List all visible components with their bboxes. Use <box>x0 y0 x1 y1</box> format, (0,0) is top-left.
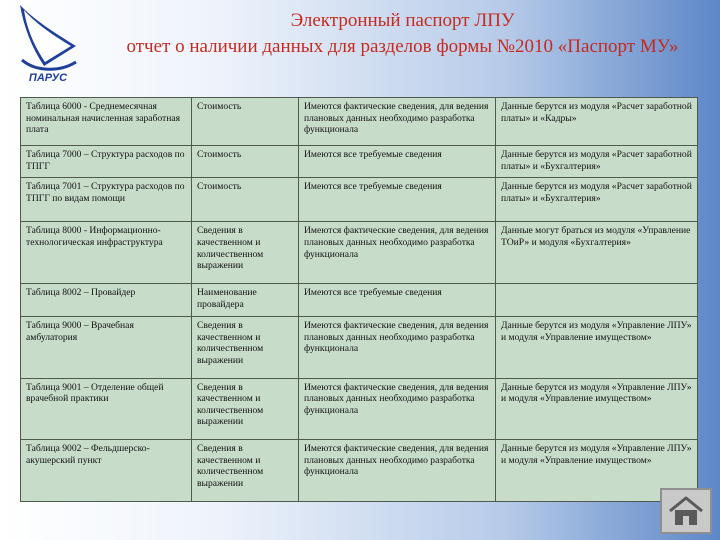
table-cell: Стоимость <box>192 98 299 146</box>
table-cell: Данные берутся из модуля «Управление ЛПУ» и модуля «Управление имуществом» <box>496 440 698 502</box>
home-icon <box>662 490 710 532</box>
table-cell: Имеются все требуемые сведения <box>299 178 496 222</box>
table-cell: Сведения в качественном и количественном выражении <box>192 316 299 378</box>
data-table <box>20 97 698 502</box>
table-row <box>21 284 698 317</box>
table-cell: Таблица 9000 – Врачебная амбулатория <box>21 316 192 378</box>
table-cell: Данные берутся из модуля «Расчет заработной платы» и «Бухгалтерия» <box>496 146 698 178</box>
table-body <box>21 98 698 502</box>
table-cell: Сведения в качественном и количественном выражении <box>192 378 299 440</box>
table-cell: Таблица 9002 – Фельдшерско-акушерский пункт <box>21 440 192 502</box>
table-cell: Данные берутся из модуля «Расчет заработной платы» и «Бухгалтерия» <box>496 178 698 222</box>
table-cell: Таблица 7001 – Структура расходов по ТПГГ по видам помощи <box>21 178 192 222</box>
table-row <box>21 378 698 440</box>
table-cell: Имеются фактические сведения, для ведения плановых данных необходимо разработка функционала <box>299 316 496 378</box>
table-cell: Сведения в качественном и количественном выражении <box>192 222 299 284</box>
table-cell: Имеются фактические сведения, для ведения плановых данных необходимо разработка функционала <box>299 378 496 440</box>
table-cell: Данные могут браться из модуля «Управление ТОиР» и модуля «Бухгалтерия» <box>496 222 698 284</box>
table-cell: Данные берутся из модуля «Расчет заработной платы» и «Кадры» <box>496 98 698 146</box>
table-row <box>21 178 698 222</box>
table-cell: Таблица 9001 – Отделение общей врачебной практики <box>21 378 192 440</box>
table-cell: Данные берутся из модуля «Управление ЛПУ» и модуля «Управление имуществом» <box>496 378 698 440</box>
home-button[interactable] <box>660 488 712 534</box>
table-cell: Таблица 7000 – Структура расходов по ТПГГ <box>21 146 192 178</box>
table-cell: Имеются фактические сведения, для ведения плановых данных необходимо разработка функционала <box>299 440 496 502</box>
table-row <box>21 440 698 502</box>
table-row <box>21 146 698 178</box>
table-row <box>21 222 698 284</box>
page-title <box>90 8 715 60</box>
table-cell: Имеются фактические сведения, для ведения плановых данных необходимо разработка функционала <box>299 98 496 146</box>
table-cell: Данные берутся из модуля «Управление ЛПУ» и модуля «Управление имуществом» <box>496 316 698 378</box>
table-cell: Наименование провайдера <box>192 284 299 317</box>
title-line-1: Электронный паспорт ЛПУ <box>290 10 515 31</box>
parus-logo <box>14 2 82 88</box>
table-cell: Таблица 6000 - Среднемесячная номинальная начисленная заработная плата <box>21 98 192 146</box>
table-cell: Стоимость <box>192 146 299 178</box>
table-cell: Имеются все требуемые сведения <box>299 146 496 178</box>
parus-sail-icon <box>14 2 82 74</box>
table-row <box>21 316 698 378</box>
logo-text: ПАРУС <box>28 72 68 84</box>
table-cell: Имеются фактические сведения, для ведения плановых данных необходимо разработка функционала <box>299 222 496 284</box>
table-cell <box>496 284 698 317</box>
table-cell: Таблица 8002 – Провайдер <box>21 284 192 317</box>
table-row <box>21 98 698 146</box>
table-cell: Таблица 8000 - Информационно-технологическая инфраструктура <box>21 222 192 284</box>
table-cell: Сведения в качественном и количественном выражении <box>192 440 299 502</box>
table-cell: Стоимость <box>192 178 299 222</box>
table-cell: Имеются все требуемые сведения <box>299 284 496 317</box>
title-line-2: отчет о наличии данных для разделов формы №2010 «Паспорт МУ» <box>126 36 679 57</box>
